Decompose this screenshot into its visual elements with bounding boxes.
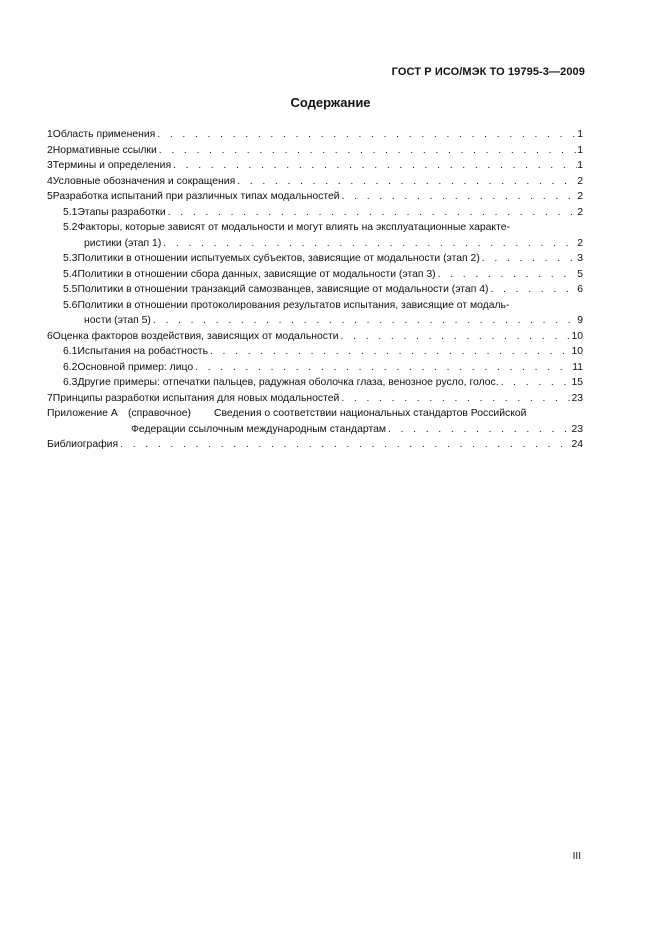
toc-entry-number: 1 — [47, 129, 53, 140]
toc-entry-number: 6.3 — [63, 377, 78, 388]
toc-entry-title: Политики в отношении испытуемых субъектов, зависящие от модальности (этап 2) — [77, 253, 480, 264]
toc-entry-title: Политики в отношении сбора данных, зависящие от модальности (этап 3) — [77, 268, 436, 280]
toc-entry[interactable] — [47, 344, 583, 360]
toc-entry-number: 5 — [47, 191, 53, 202]
toc-entry[interactable] — [47, 251, 583, 267]
appendix-type: (справочное) — [128, 408, 191, 419]
toc-entry-page: 2 — [577, 206, 583, 218]
toc-entry-number: 3 — [47, 160, 53, 171]
toc-entry-page: 1 — [577, 129, 583, 140]
toc-entry-title: ристики (этап 1) — [84, 237, 162, 249]
leader-dots — [208, 344, 571, 360]
toc-entry-title: Область применения — [52, 129, 156, 140]
leader-dots — [171, 158, 577, 174]
toc-entry-page: 10 — [571, 346, 583, 357]
toc-entry[interactable] — [47, 143, 583, 159]
toc-entry-title: Испытания на робастность — [77, 346, 208, 357]
toc-entry-page: 3 — [577, 253, 583, 264]
toc-entry-title: Условные обозначения и сокращения — [52, 175, 236, 187]
table-of-contents — [47, 127, 583, 453]
toc-entry-number: 6.2 — [63, 361, 78, 373]
toc-entry-title: Разработка испытаний при различных типах модальностей — [52, 191, 340, 202]
toc-entry-title: Другие примеры: отпечатки пальцев, радужная оболочка глаза, венозное русло, голос. — [77, 377, 499, 388]
leader-dots — [339, 391, 571, 407]
leader-dots — [157, 143, 577, 159]
toc-entry[interactable] — [47, 360, 583, 376]
leader-dots — [155, 127, 577, 143]
leader-dots — [480, 251, 577, 267]
toc-entry-number: 5.4 — [63, 268, 78, 280]
leader-dots — [436, 267, 578, 283]
toc-entry-page: 1 — [577, 144, 583, 156]
toc-entry-page: 23 — [571, 392, 583, 404]
toc-entry[interactable] — [47, 298, 583, 329]
bibliography-page: 24 — [571, 439, 583, 450]
leader-dots — [161, 236, 577, 252]
leader-dots — [118, 437, 571, 453]
toc-entry-page: 2 — [577, 237, 583, 249]
toc-entry-number: 5.1 — [63, 206, 78, 218]
bibliography-label: Библиография — [47, 439, 119, 450]
toc-entry[interactable] — [47, 282, 583, 298]
toc-entry-number: 4 — [47, 175, 53, 187]
toc-entry[interactable] — [47, 220, 583, 251]
toc-entry[interactable] — [47, 267, 583, 283]
toc-entry-appendix-a[interactable] — [47, 406, 583, 437]
toc-entry-title: Оценка факторов воздействия, зависящих от модальности — [52, 330, 339, 342]
toc-entry[interactable] — [47, 174, 583, 190]
toc-entry-title: Факторы, которые зависят от модальности и могут влиять на эксплуатационные характе- — [77, 222, 510, 233]
appendix-title-line-1: Сведения о соответствии национальных стандартов Российской — [214, 408, 527, 419]
toc-entry-number: 6 — [47, 330, 53, 342]
toc-entry-title: Основной пример: лицо — [77, 361, 194, 373]
toc-entry[interactable] — [47, 375, 583, 391]
toc-entry-title: Нормативные ссылки — [52, 144, 157, 156]
toc-entry-page: 15 — [571, 377, 583, 388]
toc-entry-page: 6 — [577, 284, 583, 295]
toc-entry-number: 7 — [47, 392, 53, 404]
leader-dots — [151, 313, 577, 329]
toc-entry[interactable] — [47, 205, 583, 221]
toc-entry-number: 5.5 — [63, 284, 78, 295]
toc-entry-number: 5.3 — [63, 253, 78, 264]
toc-entry-page: 5 — [577, 268, 583, 280]
toc-entry[interactable] — [47, 189, 583, 205]
page-number: III — [572, 851, 581, 862]
appendix-title-line-2: Федерации ссылочным международным стандартам — [131, 423, 387, 435]
toc-entry[interactable] — [47, 329, 583, 345]
toc-entries — [47, 127, 583, 406]
toc-entry-title: ности (этап 5) — [84, 315, 151, 326]
toc-entry-page: 9 — [577, 315, 583, 326]
toc-entry-bibliography[interactable] — [47, 437, 583, 453]
toc-entry-title: Этапы разработки — [77, 206, 166, 218]
leader-dots — [235, 174, 577, 190]
toc-entry-number: 6.1 — [63, 346, 78, 357]
leader-dots — [488, 282, 577, 298]
leader-dots — [193, 360, 572, 376]
toc-entry-number: 2 — [47, 144, 53, 156]
appendix-page: 23 — [571, 423, 583, 435]
toc-title: Содержание — [290, 95, 371, 110]
toc-entry-page: 11 — [572, 361, 583, 373]
toc-entry-number: 5.6 — [63, 299, 78, 311]
toc-entry-title: Термины и определения — [52, 160, 172, 171]
leader-dots — [339, 329, 572, 345]
leader-dots — [386, 422, 571, 438]
toc-entry-title: Политики в отношении протоколирования результатов испытания, зависящие от модаль- — [77, 299, 510, 311]
toc-entry-page: 1 — [577, 160, 583, 171]
toc-entry-page: 2 — [577, 191, 583, 202]
toc-entry-page: 2 — [577, 175, 583, 187]
leader-dots — [499, 375, 572, 391]
toc-entry[interactable] — [47, 127, 583, 143]
leader-dots — [166, 205, 578, 221]
document-code: ГОСТ Р ИСО/МЭК ТО 19795-3—2009 — [391, 66, 585, 78]
toc-entry[interactable] — [47, 158, 583, 174]
toc-entry-title: Политики в отношении транзакций самозванцев, зависящие от модальности (этап 4) — [77, 284, 489, 295]
toc-entry-page: 10 — [571, 330, 583, 342]
toc-entry-number: 5.2 — [63, 222, 78, 233]
toc-entry[interactable] — [47, 391, 583, 407]
toc-entry-title: Принципы разработки испытания для новых модальностей — [52, 392, 340, 404]
appendix-label: Приложение А — [47, 408, 118, 419]
leader-dots — [340, 189, 578, 205]
